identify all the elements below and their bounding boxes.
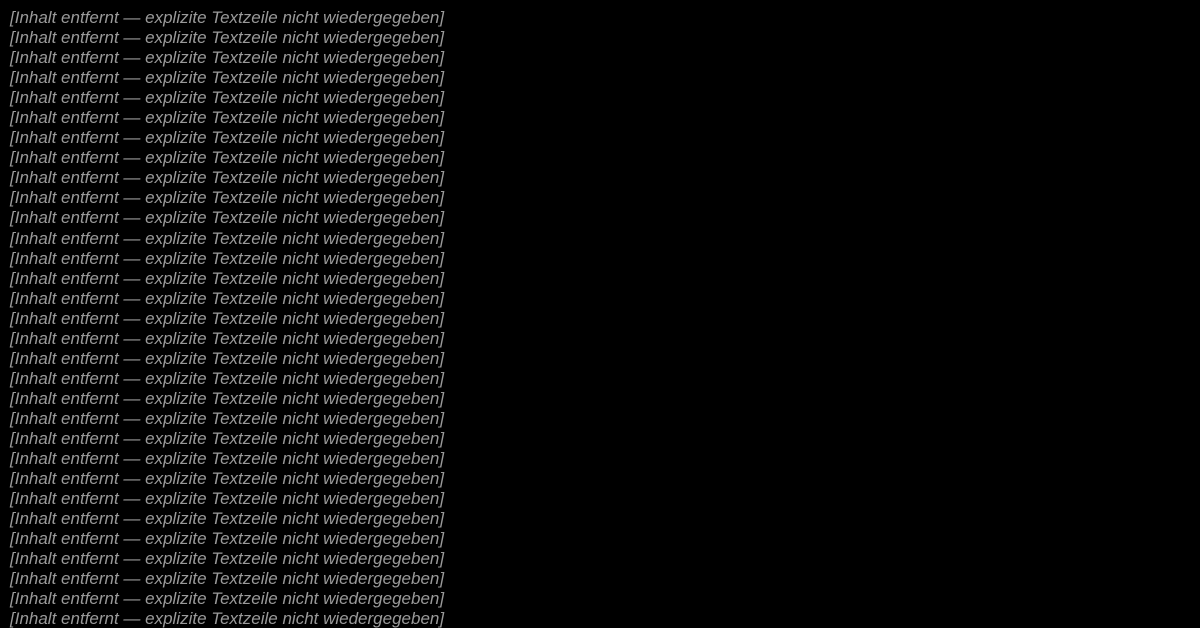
text-line: [Inhalt entfernt — explizite Textzeile nicht wiedergegeben] bbox=[10, 449, 445, 469]
text-line: [Inhalt entfernt — explizite Textzeile nicht wiedergegeben] bbox=[10, 168, 445, 188]
text-line: [Inhalt entfernt — explizite Textzeile nicht wiedergegeben] bbox=[10, 148, 445, 168]
text-line: [Inhalt entfernt — explizite Textzeile nicht wiedergegeben] bbox=[10, 88, 445, 108]
text-line: [Inhalt entfernt — explizite Textzeile nicht wiedergegeben] bbox=[10, 408, 445, 428]
text-line: [Inhalt entfernt — explizite Textzeile nicht wiedergegeben] bbox=[10, 128, 445, 148]
text-line: [Inhalt entfernt — explizite Textzeile nicht wiedergegeben] bbox=[10, 28, 445, 48]
text-line: [Inhalt entfernt — explizite Textzeile nicht wiedergegeben] bbox=[10, 509, 445, 529]
text-line: [Inhalt entfernt — explizite Textzeile nicht wiedergegeben] bbox=[10, 248, 445, 268]
text-line: [Inhalt entfernt — explizite Textzeile nicht wiedergegeben] bbox=[10, 368, 445, 388]
text-line: [Inhalt entfernt — explizite Textzeile nicht wiedergegeben] bbox=[10, 549, 445, 569]
text-line: [Inhalt entfernt — explizite Textzeile nicht wiedergegeben] bbox=[10, 108, 445, 128]
text-line: [Inhalt entfernt — explizite Textzeile nicht wiedergegeben] bbox=[10, 348, 445, 368]
text-line: [Inhalt entfernt — explizite Textzeile nicht wiedergegeben] bbox=[10, 529, 445, 549]
text-line: [Inhalt entfernt — explizite Textzeile nicht wiedergegeben] bbox=[10, 228, 445, 248]
text-line: [Inhalt entfernt — explizite Textzeile nicht wiedergegeben] bbox=[10, 308, 445, 328]
text-line: [Inhalt entfernt — explizite Textzeile nicht wiedergegeben] bbox=[10, 428, 445, 448]
text-line: [Inhalt entfernt — explizite Textzeile nicht wiedergegeben] bbox=[10, 569, 445, 589]
text-line: [Inhalt entfernt — explizite Textzeile nicht wiedergegeben] bbox=[10, 208, 445, 228]
text-line: [Inhalt entfernt — explizite Textzeile nicht wiedergegeben] bbox=[10, 48, 445, 68]
text-line: [Inhalt entfernt — explizite Textzeile nicht wiedergegeben] bbox=[10, 8, 445, 27]
text-block bbox=[10, 8, 1190, 628]
text-line: [Inhalt entfernt — explizite Textzeile nicht wiedergegeben] bbox=[10, 328, 445, 348]
text-line: [Inhalt entfernt — explizite Textzeile nicht wiedergegeben] bbox=[10, 469, 445, 489]
text-line: [Inhalt entfernt — explizite Textzeile nicht wiedergegeben] bbox=[10, 68, 445, 88]
text-line: [Inhalt entfernt — explizite Textzeile nicht wiedergegeben] bbox=[10, 609, 445, 628]
text-line: [Inhalt entfernt — explizite Textzeile nicht wiedergegeben] bbox=[10, 489, 445, 509]
text-line: [Inhalt entfernt — explizite Textzeile nicht wiedergegeben] bbox=[10, 288, 445, 308]
text-line: [Inhalt entfernt — explizite Textzeile nicht wiedergegeben] bbox=[10, 268, 445, 288]
text-line: [Inhalt entfernt — explizite Textzeile nicht wiedergegeben] bbox=[10, 188, 445, 208]
text-line: [Inhalt entfernt — explizite Textzeile nicht wiedergegeben] bbox=[10, 589, 445, 609]
text-line: [Inhalt entfernt — explizite Textzeile nicht wiedergegeben] bbox=[10, 388, 445, 408]
